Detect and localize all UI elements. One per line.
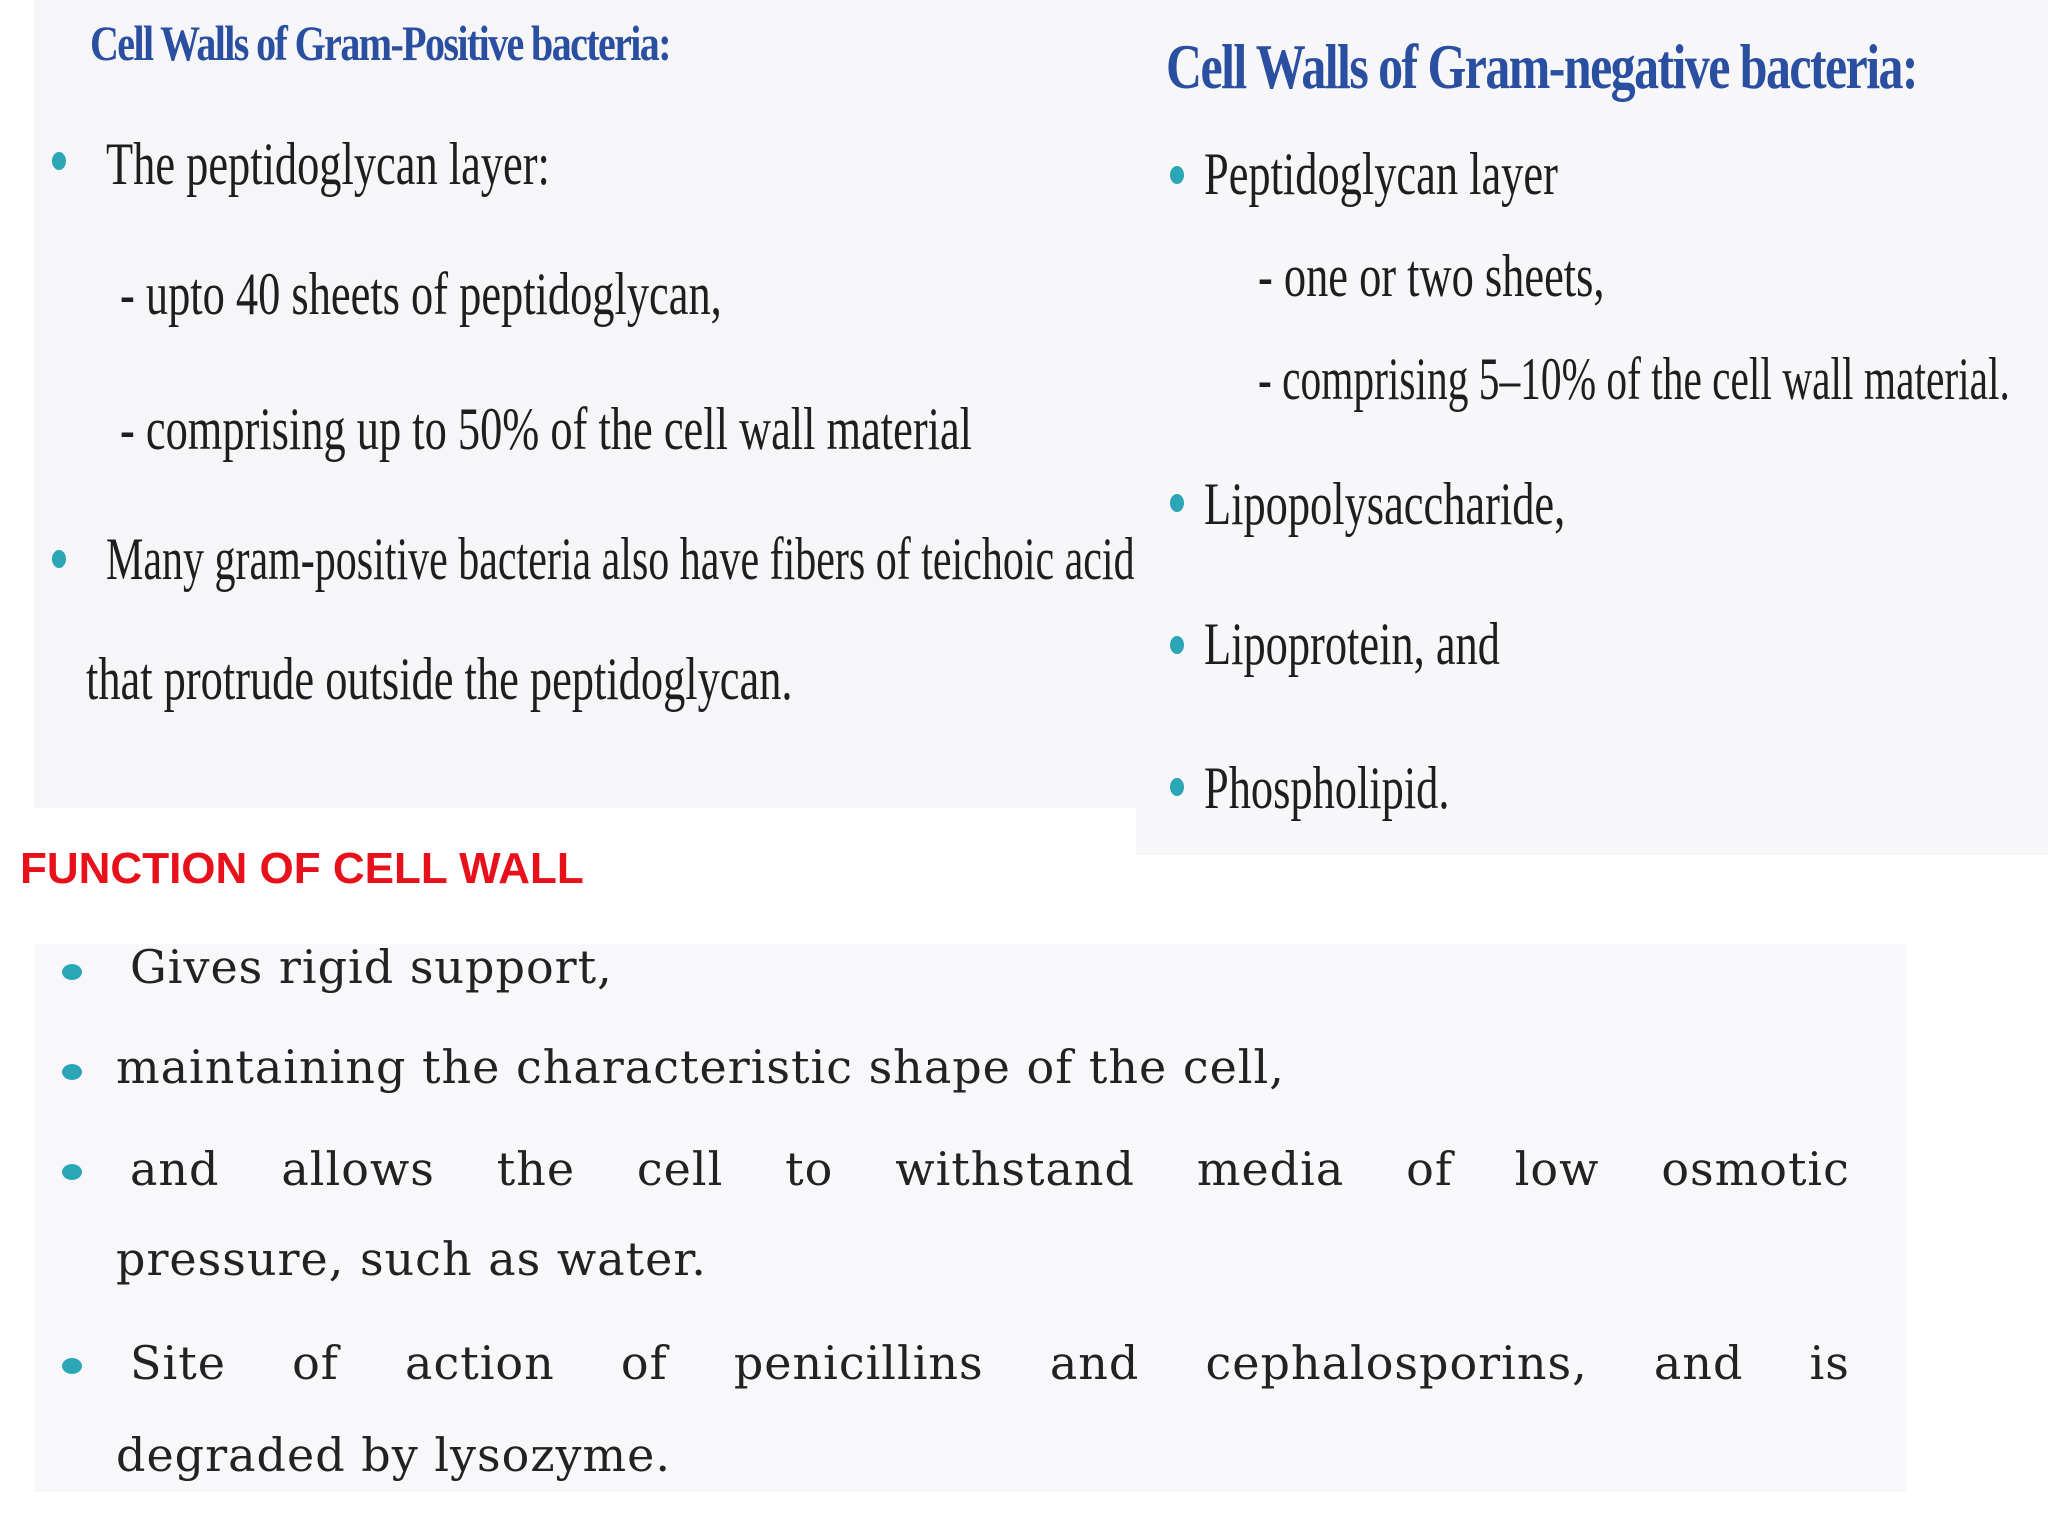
function-item-4-line-2: degraded by lysozyme.	[116, 1428, 672, 1482]
bullet-icon	[52, 152, 66, 170]
bullet-icon	[1170, 166, 1184, 184]
gram-negative-sub-2: - comprising 5–10% of the cell wall material.	[1258, 346, 2010, 412]
gram-negative-bullet-3: Lipoprotein, and	[1204, 611, 1500, 677]
word: of	[292, 1336, 339, 1390]
function-item-4-line-1	[130, 1336, 1850, 1390]
word: and	[1049, 1336, 1140, 1390]
word: of	[620, 1336, 668, 1390]
word: allows	[281, 1142, 435, 1196]
gram-positive-sub-2: - comprising up to 50% of the cell wall material	[120, 396, 972, 462]
gram-positive-bullet-2-line-1: Many gram-positive bacteria also have fibers of teichoic acid	[106, 526, 1135, 592]
function-item-3-line-2: pressure, such as water.	[116, 1232, 707, 1286]
function-item-3-line-1	[130, 1142, 1850, 1196]
gram-positive-title: Cell Walls of Gram-Positive bacteria:	[90, 15, 670, 71]
gram-negative-title: Cell Walls of Gram-negative bacteria:	[1166, 31, 1917, 102]
gram-positive-bullet-1: The peptidoglycan layer:	[106, 131, 550, 197]
word: and	[1653, 1336, 1744, 1390]
gram-negative-sub-1: - one or two sheets,	[1258, 243, 1605, 309]
word: and	[130, 1142, 220, 1196]
bullet-icon	[1170, 636, 1184, 654]
word: osmotic	[1661, 1142, 1850, 1196]
function-item-1: Gives rigid support,	[130, 940, 613, 994]
bullet-icon	[1170, 778, 1184, 796]
function-panel	[34, 944, 1906, 1492]
gram-negative-panel	[1136, 0, 2048, 855]
bullet-icon	[62, 1064, 82, 1080]
word: of	[1406, 1142, 1453, 1196]
bullet-icon	[62, 1164, 82, 1180]
bullet-icon	[52, 550, 66, 568]
function-heading: FUNCTION OF CELL WALL	[20, 844, 584, 893]
word: to	[785, 1142, 834, 1196]
gram-negative-bullet-2: Lipopolysaccharide,	[1204, 471, 1566, 537]
word: the	[496, 1142, 576, 1196]
word: penicillins	[733, 1336, 984, 1390]
word: action	[405, 1336, 555, 1390]
gram-negative-bullet-4: Phospholipid.	[1204, 755, 1450, 821]
gram-negative-bullet-1: Peptidoglycan layer	[1204, 141, 1558, 207]
word: Site	[130, 1336, 226, 1390]
bullet-icon	[62, 964, 82, 980]
gram-positive-bullet-2-line-2: that protrude outside the peptidoglycan.	[86, 646, 793, 712]
word: low	[1514, 1142, 1600, 1196]
word: cephalosporins,	[1205, 1336, 1588, 1390]
bullet-icon	[62, 1358, 82, 1374]
function-item-2: maintaining the characteristic shape of the cell,	[116, 1040, 1285, 1094]
gram-positive-sub-1: - upto 40 sheets of peptidoglycan,	[120, 261, 722, 327]
word: media	[1196, 1142, 1345, 1196]
word: cell	[636, 1142, 724, 1196]
word: withstand	[895, 1142, 1135, 1196]
bullet-icon	[1170, 494, 1184, 512]
word: is	[1809, 1336, 1850, 1390]
